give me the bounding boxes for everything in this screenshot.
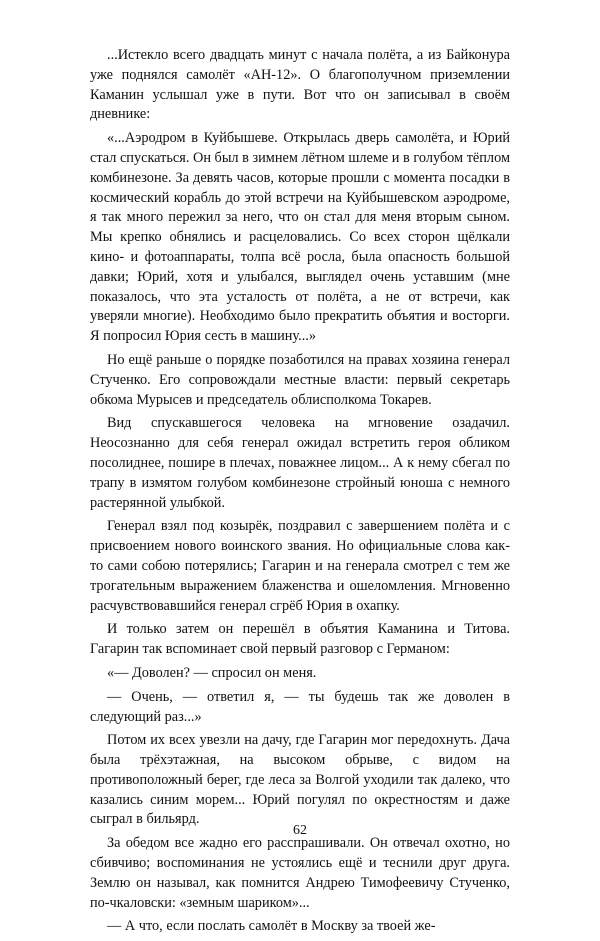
- paragraph-diary-quote: «...Аэродром в Куйбышеве. Открылась дверь самолёта, и Юрий стал спускаться. Он был в зимнем лётном шлеме и в голубом тёплом комбинезоне. За девять часов, которые прошли с момента посадки в космический корабль до этой встречи на Куйбышевском аэродроме, я так много пережил за него, что он стал для меня вторым сыном. Мы крепко обнялись и расцеловались. Со всех сторон щёлкали кино- и фотоаппараты, толпа всё росла, была опасность большой давки; Юрий, хотя и улыбался, выглядел очень уставшим (мне показалось, что эта усталость от полёта, а не от встречи, как уверяли многие). Необходимо было прекратить объятия и восторги. Я попросил Юрия сесть в машину...»: [90, 130, 510, 345]
- page-body: [90, 46, 510, 941]
- paragraph-first-sight: Вид спускавшегося человека на мгновение озадачил. Неосознанно для себя генерал ожидал встретить героя обликом посолиднее, пошире в плечах, поважнее лицом... А к нему сбегал по трапу в измятом голубом комбинезоне стройный юноша с немного растерянной улыбкой.: [90, 415, 510, 511]
- paragraph-dialogue-answer: — Очень, — ответил я, — ты будешь так же доволен в следующий раз...»: [90, 688, 510, 725]
- paragraph-intro: ...Истекло всего двадцать минут с начала полёта, а из Байконура уже поднялся самолёт «АН-12». О благополучном приземлении Каманин услышал уже в пути. Вот что он записывал в своём дневнике:: [90, 47, 510, 123]
- paragraph-last-line: — А что, если послать самолёт в Москву за твоей же-: [107, 918, 436, 935]
- paragraph-general-salute: Генерал взял под козырёк, поздравил с завершением полёта и с присвоением нового воинского звания. Но официальные слова как-то сами собою потерялись; Гагарин и на генерала смотрел с тем же трогательным выражением блаженства и ошеломления. Мгновенно расчувствовавшийся генерал сгрёб Юрия в охапку.: [90, 518, 510, 614]
- paragraph-stuchenko: Но ещё раньше о порядке позаботился на правах хозяина генерал Стученко. Его сопровождали местные власти: первый секретарь обкома Мурысев и председатель облисполкома Токарев.: [90, 351, 510, 408]
- page-number: 62: [293, 823, 307, 838]
- paragraph-dinner: За обедом все жадно его расспрашивали. Он отвечал охотно, но сбивчиво; воспоминания не устоялись ещё и теснили друг друга. Землю он называл, как помнится Андрею Тимофеевичу Стученко, по-чкаловски: «земным шариком»...: [90, 835, 510, 911]
- paragraph-kamanin-titov: И только затем он перешёл в объятия Каманина и Титова. Гагарин так вспоминает свой первый разговор с Германом:: [90, 621, 510, 658]
- paragraph-dacha: Потом их всех увезли на дачу, где Гагарин мог передохнуть. Дача была трёхэтажная, на высоком обрыве, с видом на противоположный берег, где леса за Волгой уходили так далеко, что казались синим морем... Юрий погулял по окрестностям и даже сыграл в бильярд.: [90, 732, 510, 828]
- paragraph-dialogue-question: «— Доволен? — спросил он меня.: [107, 664, 317, 681]
